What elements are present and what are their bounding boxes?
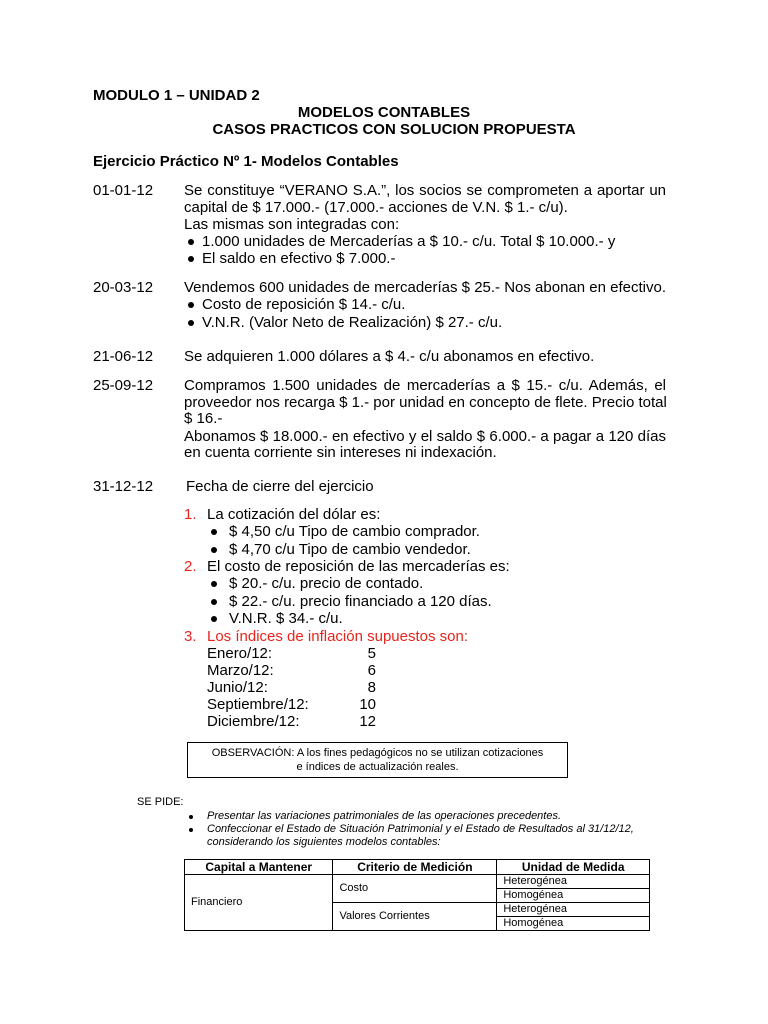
entry-text-line: Vendemos 600 unidades de mercaderías $ 25.- Nos abonan en efectivo. xyxy=(184,279,666,296)
column-header: Unidad de Medida xyxy=(497,860,650,875)
module-heading: MODULO 1 – UNIDAD 2 xyxy=(93,87,260,104)
exercise-title: Ejercicio Práctico Nº 1- Modelos Contables xyxy=(93,153,399,170)
column-header: Capital a Mantener xyxy=(185,860,333,875)
task-text: Presentar las variaciones patrimoniales de las operaciones precedentes. xyxy=(207,810,562,822)
entry-text-line: Se adquieren 1.000 dólares a $ 4.- c/u abonamos en efectivo. xyxy=(184,348,595,365)
bullet-text: V.N.R. $ 34.- c/u. xyxy=(229,610,343,627)
task-text: considerando los siguientes modelos contables: xyxy=(207,836,441,848)
observation-line: OBSERVACIÓN: A los fines pedagógicos no se utilizan cotizaciones xyxy=(211,747,544,759)
bullet-text: $ 4,50 c/u Tipo de cambio comprador. xyxy=(229,523,480,540)
index-value: 5 xyxy=(367,645,376,662)
unit-cell: Homogénea xyxy=(497,917,650,931)
item-number: 2. xyxy=(184,558,197,575)
bullet-icon xyxy=(188,302,194,308)
bullet-icon xyxy=(211,581,217,587)
bullet-text: El saldo en efectivo $ 7.000.- xyxy=(202,250,396,267)
page-subtitle: CASOS PRACTICOS CON SOLUCION PROPUESTA xyxy=(212,121,576,138)
unit-cell: Heterogénea xyxy=(497,875,650,889)
unit-cell: Heterogénea xyxy=(497,903,650,917)
entry-text-line: $ 16.- xyxy=(184,410,223,427)
capital-cell: Financiero xyxy=(185,875,333,931)
entry-text-line: Abonamos $ 18.000.- en efectivo y el saldo $ 6.000.- a pagar a 120 días xyxy=(184,428,666,445)
entry-text-line: Fecha de cierre del ejercicio xyxy=(186,478,374,495)
entry-text-line: en cuenta corriente sin intereses ni indexación. xyxy=(184,444,497,461)
bullet-icon xyxy=(211,547,217,553)
entry-text-line: capital de $ 17.000.- (17.000.- acciones de V.N. $ 1.- c/u). xyxy=(184,199,568,216)
bullet-text: $ 20.- c/u. precio de contado. xyxy=(229,575,424,592)
entry-date: 25-09-12 xyxy=(93,377,154,394)
item-number: 3. xyxy=(184,628,197,645)
bullet-text: 1.000 unidades de Mercaderías a $ 10.- c/u. Total $ 10.000.- y xyxy=(202,233,616,250)
index-value: 6 xyxy=(367,662,376,679)
entry-text-line: Las mismas son integradas con: xyxy=(184,216,400,233)
index-month: Enero/12: xyxy=(207,645,273,662)
entry-text-line: Se constituye “VERANO S.A.”, los socios se comprometen a aportar un xyxy=(184,182,666,199)
item-text: La cotización del dólar es: xyxy=(207,506,381,523)
entry-date: 21-06-12 xyxy=(93,348,154,365)
bullet-icon xyxy=(189,815,193,819)
bullet-text: V.N.R. (Valor Neto de Realización) $ 27.- c/u. xyxy=(202,314,503,331)
bullet-icon xyxy=(211,599,217,605)
column-header: Criterio de Medición xyxy=(333,860,497,875)
bullet-icon xyxy=(189,828,193,832)
index-value: 8 xyxy=(367,679,376,696)
bullet-icon xyxy=(188,320,194,326)
bullet-text: $ 4,70 c/u Tipo de cambio vendedor. xyxy=(229,541,471,558)
index-month: Marzo/12: xyxy=(207,662,274,679)
models-table xyxy=(184,859,650,931)
observation-box xyxy=(187,742,568,778)
index-month: Septiembre/12: xyxy=(207,696,309,713)
item-text: Los índices de inflación supuestos son: xyxy=(207,628,468,645)
item-text: El costo de reposición de las mercaderías es: xyxy=(207,558,510,575)
table-row xyxy=(185,875,650,889)
bullet-icon xyxy=(211,616,217,622)
entry-text-line: Compramos 1.500 unidades de mercaderías a $ 15.- c/u. Además, el xyxy=(184,377,666,394)
index-value: 12 xyxy=(359,713,376,730)
bullet-text: Costo de reposición $ 14.- c/u. xyxy=(202,296,406,313)
item-number: 1. xyxy=(184,506,197,523)
entry-date: 01-01-12 xyxy=(93,182,154,199)
bullet-icon xyxy=(211,529,217,535)
entry-date: 31-12-12 xyxy=(93,478,154,495)
criterion-cell: Costo xyxy=(333,875,497,903)
unit-cell: Homogénea xyxy=(497,889,650,903)
table-header-row xyxy=(185,860,650,875)
criterion-cell: Valores Corrientes xyxy=(333,903,497,931)
index-month: Diciembre/12: xyxy=(207,713,300,730)
index-value: 10 xyxy=(359,696,376,713)
bullet-icon xyxy=(188,239,194,245)
bullet-text: $ 22.- c/u. precio financiado a 120 días. xyxy=(229,593,492,610)
bullet-icon xyxy=(188,256,194,262)
se-pide-label: SE PIDE: xyxy=(137,796,184,808)
observation-line: e índices de actualización reales. xyxy=(296,761,459,773)
task-text: Confeccionar el Estado de Situación Patrimonial y el Estado de Resultados al 31/12/12, xyxy=(207,823,634,835)
page-title: MODELOS CONTABLES xyxy=(297,104,471,121)
index-month: Junio/12: xyxy=(207,679,268,696)
entry-text-line: proveedor nos recarga $ 1.- por unidad en concepto de flete. Precio total xyxy=(184,394,667,411)
entry-date: 20-03-12 xyxy=(93,279,154,296)
